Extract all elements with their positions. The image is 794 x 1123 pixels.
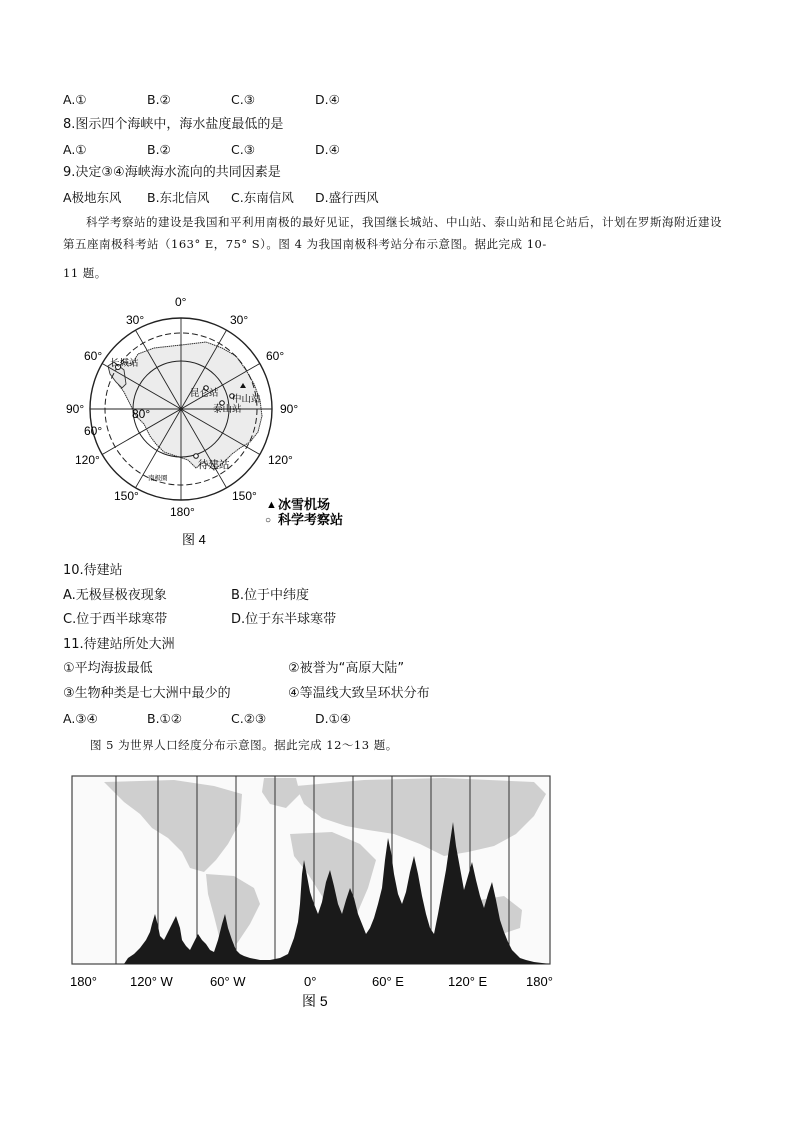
figure-5-population-longitude xyxy=(64,764,562,1016)
q11-statement-4: ④等温线大致呈环状分布 xyxy=(288,686,430,701)
q11-option-d: D.①④ xyxy=(315,711,352,726)
axis-label-0: 0° xyxy=(304,974,317,989)
q10-stem: 10.待建站 xyxy=(63,563,123,578)
lon-label-120e: 120° xyxy=(268,453,293,467)
station-label-kunlun: 昆仑站 xyxy=(190,388,219,399)
axis-label-120w: 120° W xyxy=(130,974,173,989)
lon-label-0: 0° xyxy=(175,295,187,309)
q11-option-c: C.②③ xyxy=(231,711,267,726)
q8-option-d: D.④ xyxy=(315,142,340,157)
figure-5-caption: 图 5 xyxy=(302,993,328,1009)
passage-antarctic-tail: 11 题。 xyxy=(63,266,107,280)
q7-option-c: C.③ xyxy=(231,92,255,107)
lon-label-60e: 60° xyxy=(266,349,285,363)
axis-label-180e: 180° xyxy=(526,974,553,989)
q11-stem: 11.待建站所处大洲 xyxy=(63,637,175,652)
q10-option-d: D.位于东半球寒带 xyxy=(231,612,337,627)
q11-option-a: A.③④ xyxy=(63,711,98,726)
lon-label-90w: 90° xyxy=(66,402,85,416)
q8-option-b: B.② xyxy=(147,142,171,157)
q9-option-a: A极地东风 xyxy=(63,190,122,205)
q7-option-d: D.④ xyxy=(315,92,340,107)
legend-circle-icon: ○ xyxy=(265,515,272,526)
q8-stem: 8.图示四个海峡中，海水盐度最低的是 xyxy=(63,117,284,132)
passage-population: 图 5 为世界人口经度分布示意图。据此完成 12～13 题。 xyxy=(90,738,398,752)
legend-triangle-icon: ▲ xyxy=(266,499,277,511)
figure-4-antarctic-map xyxy=(64,292,376,548)
lon-label-180: 180° xyxy=(170,505,195,519)
q11-statement-2: ②被誉为“高原大陆” xyxy=(288,661,405,676)
q9-option-c: C.东南信风 xyxy=(231,190,294,205)
q11-statement-1: ①平均海拔最低 xyxy=(63,661,153,676)
q11-option-b: B.①② xyxy=(147,711,182,726)
axis-label-120e: 120° E xyxy=(448,974,488,989)
q10-option-b: B.位于中纬度 xyxy=(231,588,310,603)
station-label-planned: 待建站 xyxy=(198,459,230,471)
lat-label-80: 80° xyxy=(132,407,151,421)
q9-option-b: B.东北信风 xyxy=(147,190,210,205)
lon-label-120w: 120° xyxy=(75,453,100,467)
station-label-taishan: 泰山站 xyxy=(213,404,242,415)
lon-label-90e: 90° xyxy=(280,402,299,416)
q8-option-a: A.① xyxy=(63,142,87,157)
q8-option-c: C.③ xyxy=(231,142,255,157)
lon-label-150e: 150° xyxy=(232,489,257,503)
q7-option-b: B.② xyxy=(147,92,171,107)
q10-option-c: C.位于西半球寒带 xyxy=(63,612,168,627)
passage-antarctic: 科学考察站的建设是我国和平利用南极的最好见证，我国继长城站、中山站、泰山站和昆仑站后，计划在罗斯海附近建设第五座南极科考站（163° E，75° S）。图 4 为我国南极科考站分布示意图。据此完成 10- xyxy=(63,215,722,251)
q11-statement-3: ③生物种类是七大洲中最少的 xyxy=(63,686,231,701)
axis-label-60e: 60° E xyxy=(372,974,404,989)
figure-4-caption: 图 4 xyxy=(182,532,206,547)
q10-option-a: A.无极昼极夜现象 xyxy=(63,588,167,603)
legend-ice-airport: 冰雪机场 xyxy=(278,497,331,512)
q7-option-a: A.① xyxy=(63,92,87,107)
lon-label-30e: 30° xyxy=(230,313,249,327)
station-label-changcheng: 长城站 xyxy=(110,358,139,369)
station-label-zhongshan: 中山站 xyxy=(232,394,261,405)
antarctic-circle-label: 南极圈 xyxy=(148,475,168,482)
axis-label-180w: 180° xyxy=(70,974,97,989)
station-marker-planned xyxy=(194,454,199,459)
q9-stem: 9.决定③④海峡海水流向的共同因素是 xyxy=(63,165,281,180)
lat-label-60: 60° xyxy=(84,424,103,438)
legend-station: 科学考察站 xyxy=(278,512,344,527)
lon-label-60w: 60° xyxy=(84,349,103,363)
q9-option-d: D.盛行西风 xyxy=(315,190,379,205)
lon-label-30w: 30° xyxy=(126,313,145,327)
axis-label-60w: 60° W xyxy=(210,974,246,989)
lon-label-150w: 150° xyxy=(114,489,139,503)
